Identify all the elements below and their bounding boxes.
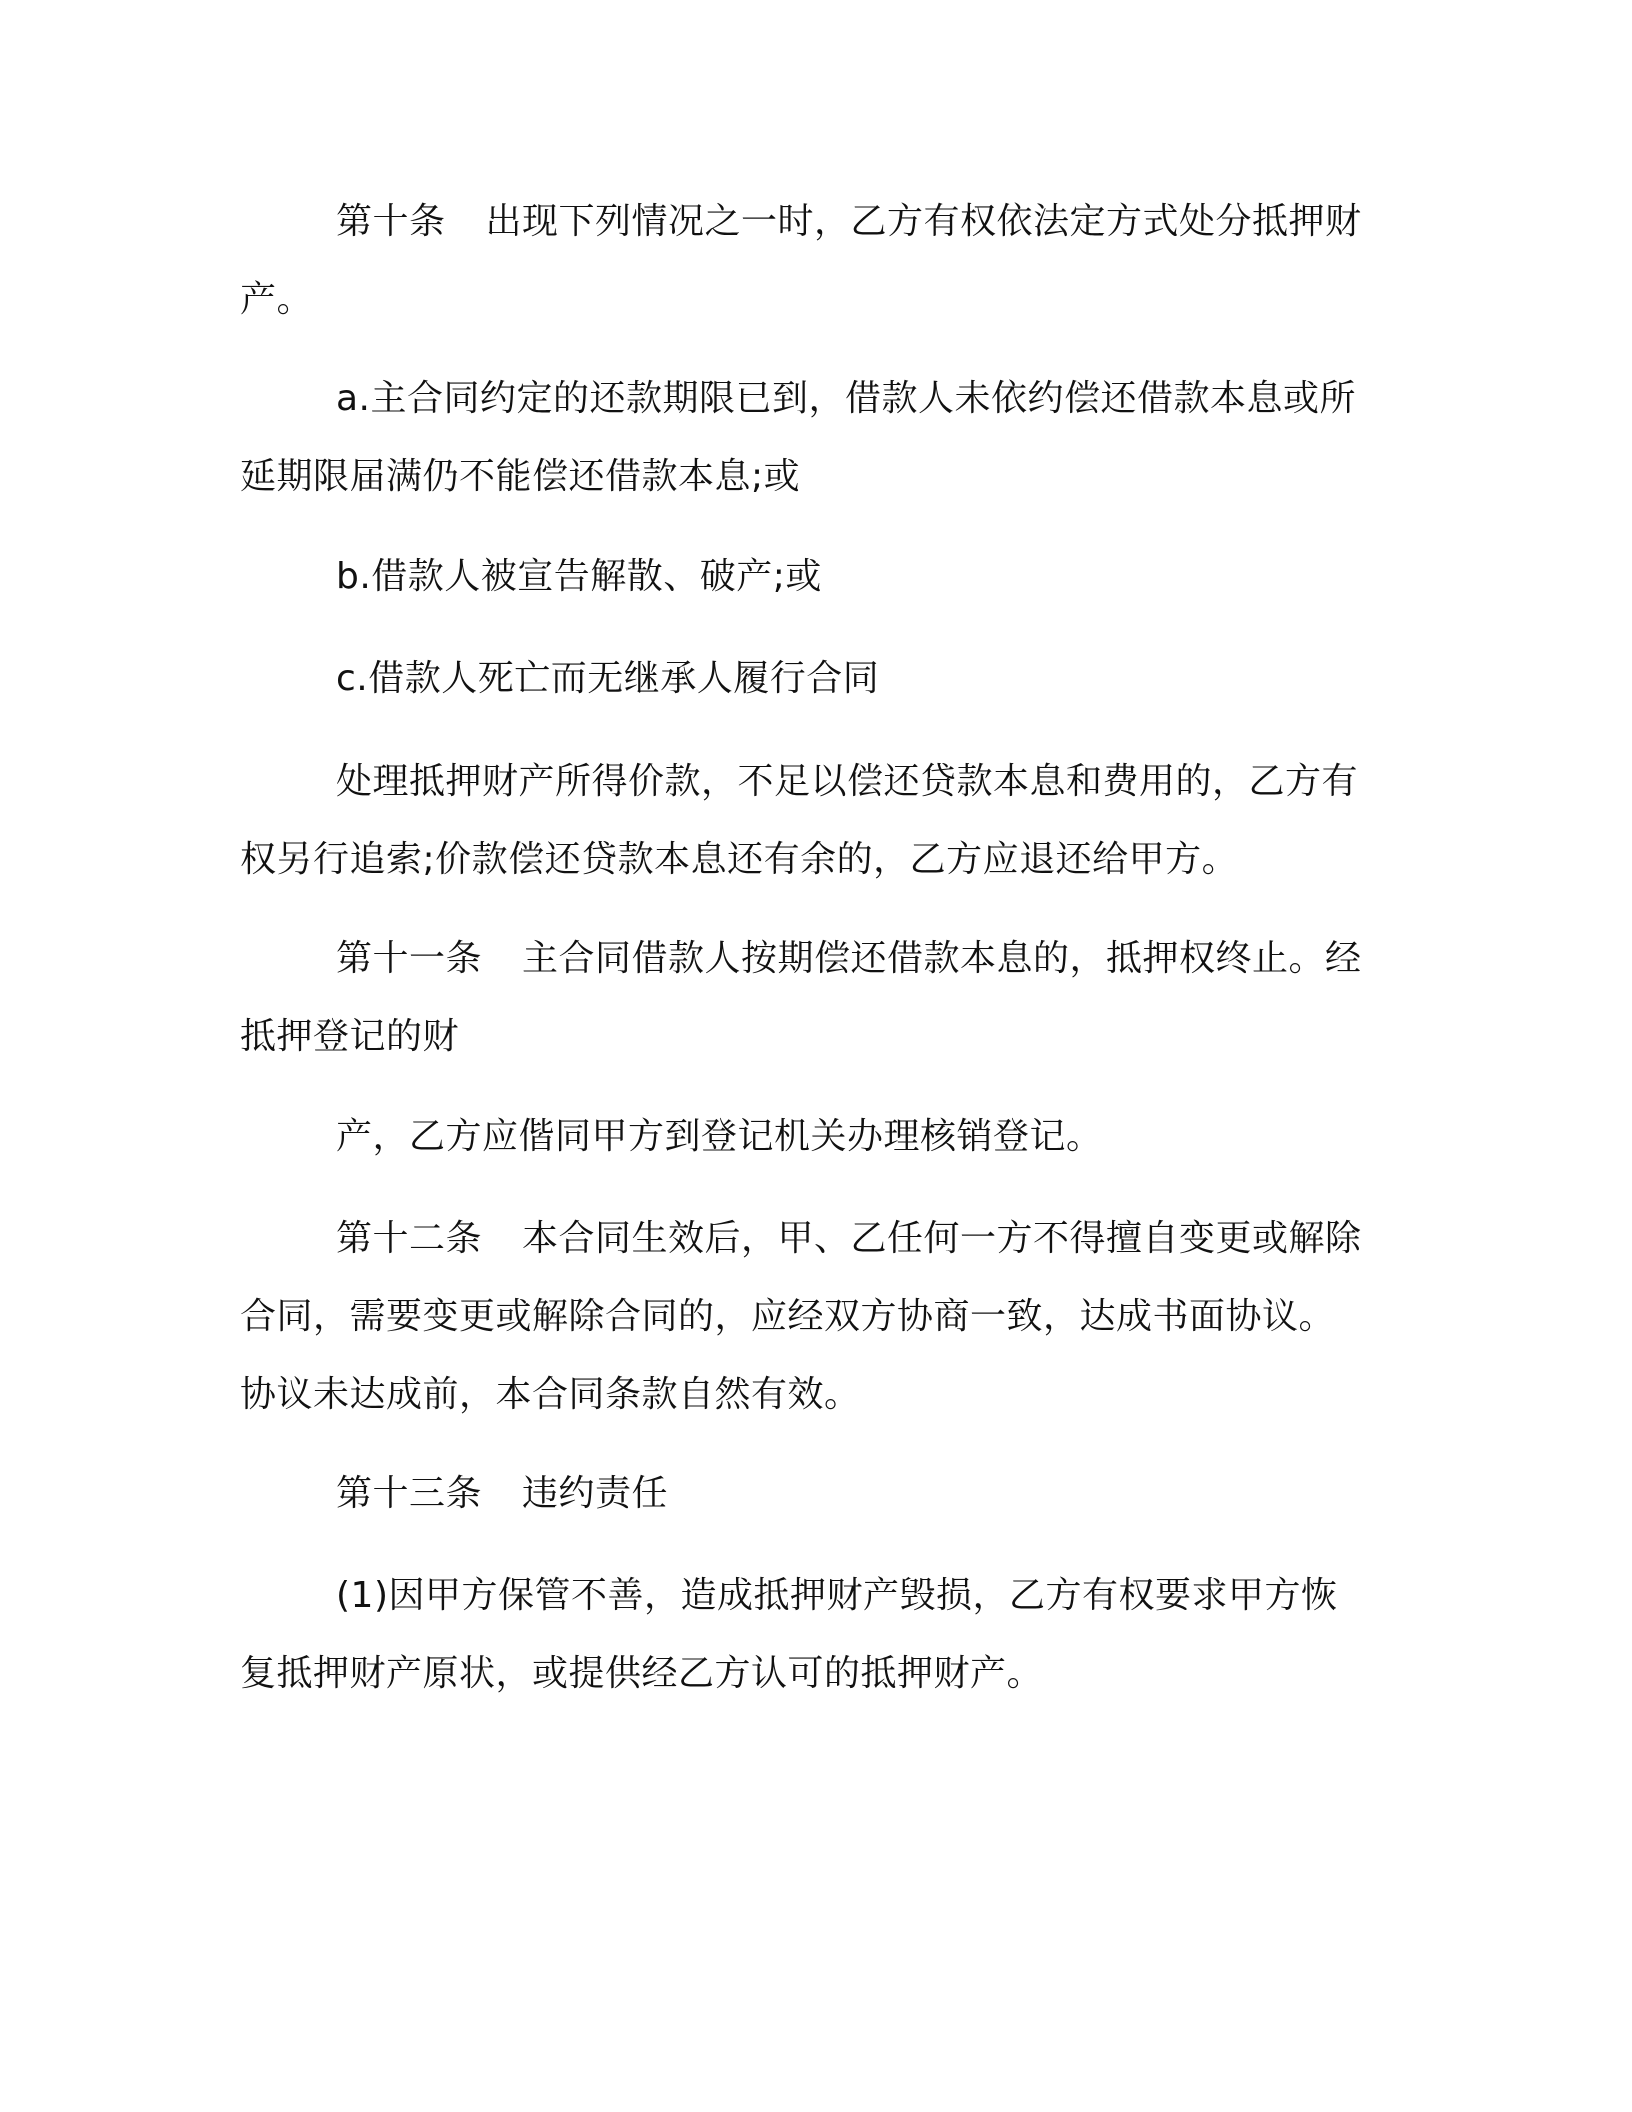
paragraph-line: 协议未达成前，本合同条款自然有效。 <box>240 1374 861 1415</box>
article-13-paragraph <box>240 1455 1380 1533</box>
item-c-paragraph <box>240 640 1380 718</box>
paragraph-line: a.主合同约定的还款期限已到，借款人未依约偿还借款本息或所 <box>336 378 1357 419</box>
article-12-paragraph <box>240 1200 1380 1434</box>
article-11-paragraph <box>240 920 1380 1076</box>
paragraph-line: 第十三条 违约责任 <box>336 1473 669 1514</box>
paragraph-line: 权另行追索;价款偿还贷款本息还有余的，乙方应退还给甲方。 <box>240 839 1239 880</box>
paragraph-line: 处理抵押财产所得价款，不足以偿还贷款本息和费用的，乙方有 <box>336 761 1359 802</box>
paragraph-line: 第十二条 本合同生效后，甲、乙任何一方不得擅自变更或解除 <box>336 1218 1362 1259</box>
paragraph-line: 合同，需要变更或解除合同的，应经双方协商一致，达成书面协议。 <box>240 1296 1336 1337</box>
article-heading: 第十一条 <box>336 938 483 979</box>
paragraph-line: (1)因甲方保管不善，造成抵押财产毁损，乙方有权要求甲方恢 <box>336 1575 1338 1616</box>
paragraph-line: 延期限届满仍不能偿还借款本息;或 <box>240 456 801 497</box>
paragraph-line: b.借款人被宣告解散、破产;或 <box>336 556 822 597</box>
paragraph-line: 第十条 出现下列情况之一时，乙方有权依法定方式处分抵押财 <box>336 201 1362 242</box>
article-11-continued-paragraph <box>240 1098 1380 1176</box>
clause-1-paragraph <box>240 1557 1380 1713</box>
paragraph-line: 产。 <box>240 279 314 320</box>
item-a-paragraph <box>240 360 1380 516</box>
article-heading: 第十三条 <box>336 1473 483 1514</box>
article-heading: 第十二条 <box>336 1218 483 1259</box>
paragraph-line: 抵押登记的财 <box>240 1016 460 1057</box>
proceeds-paragraph <box>240 743 1380 899</box>
paragraph-line: 复抵押财产原状，或提供经乙方认可的抵押财产。 <box>240 1653 1044 1694</box>
paragraph-line: 产，乙方应偕同甲方到登记机关办理核销登记。 <box>336 1116 1103 1157</box>
article-10-paragraph <box>240 183 1380 339</box>
paragraph-line: 第十一条 主合同借款人按期偿还借款本息的，抵押权终止。经 <box>336 938 1362 979</box>
item-b-paragraph <box>240 538 1380 616</box>
article-heading: 第十条 <box>336 201 446 242</box>
paragraph-line: c.借款人死亡而无继承人履行合同 <box>336 658 880 699</box>
